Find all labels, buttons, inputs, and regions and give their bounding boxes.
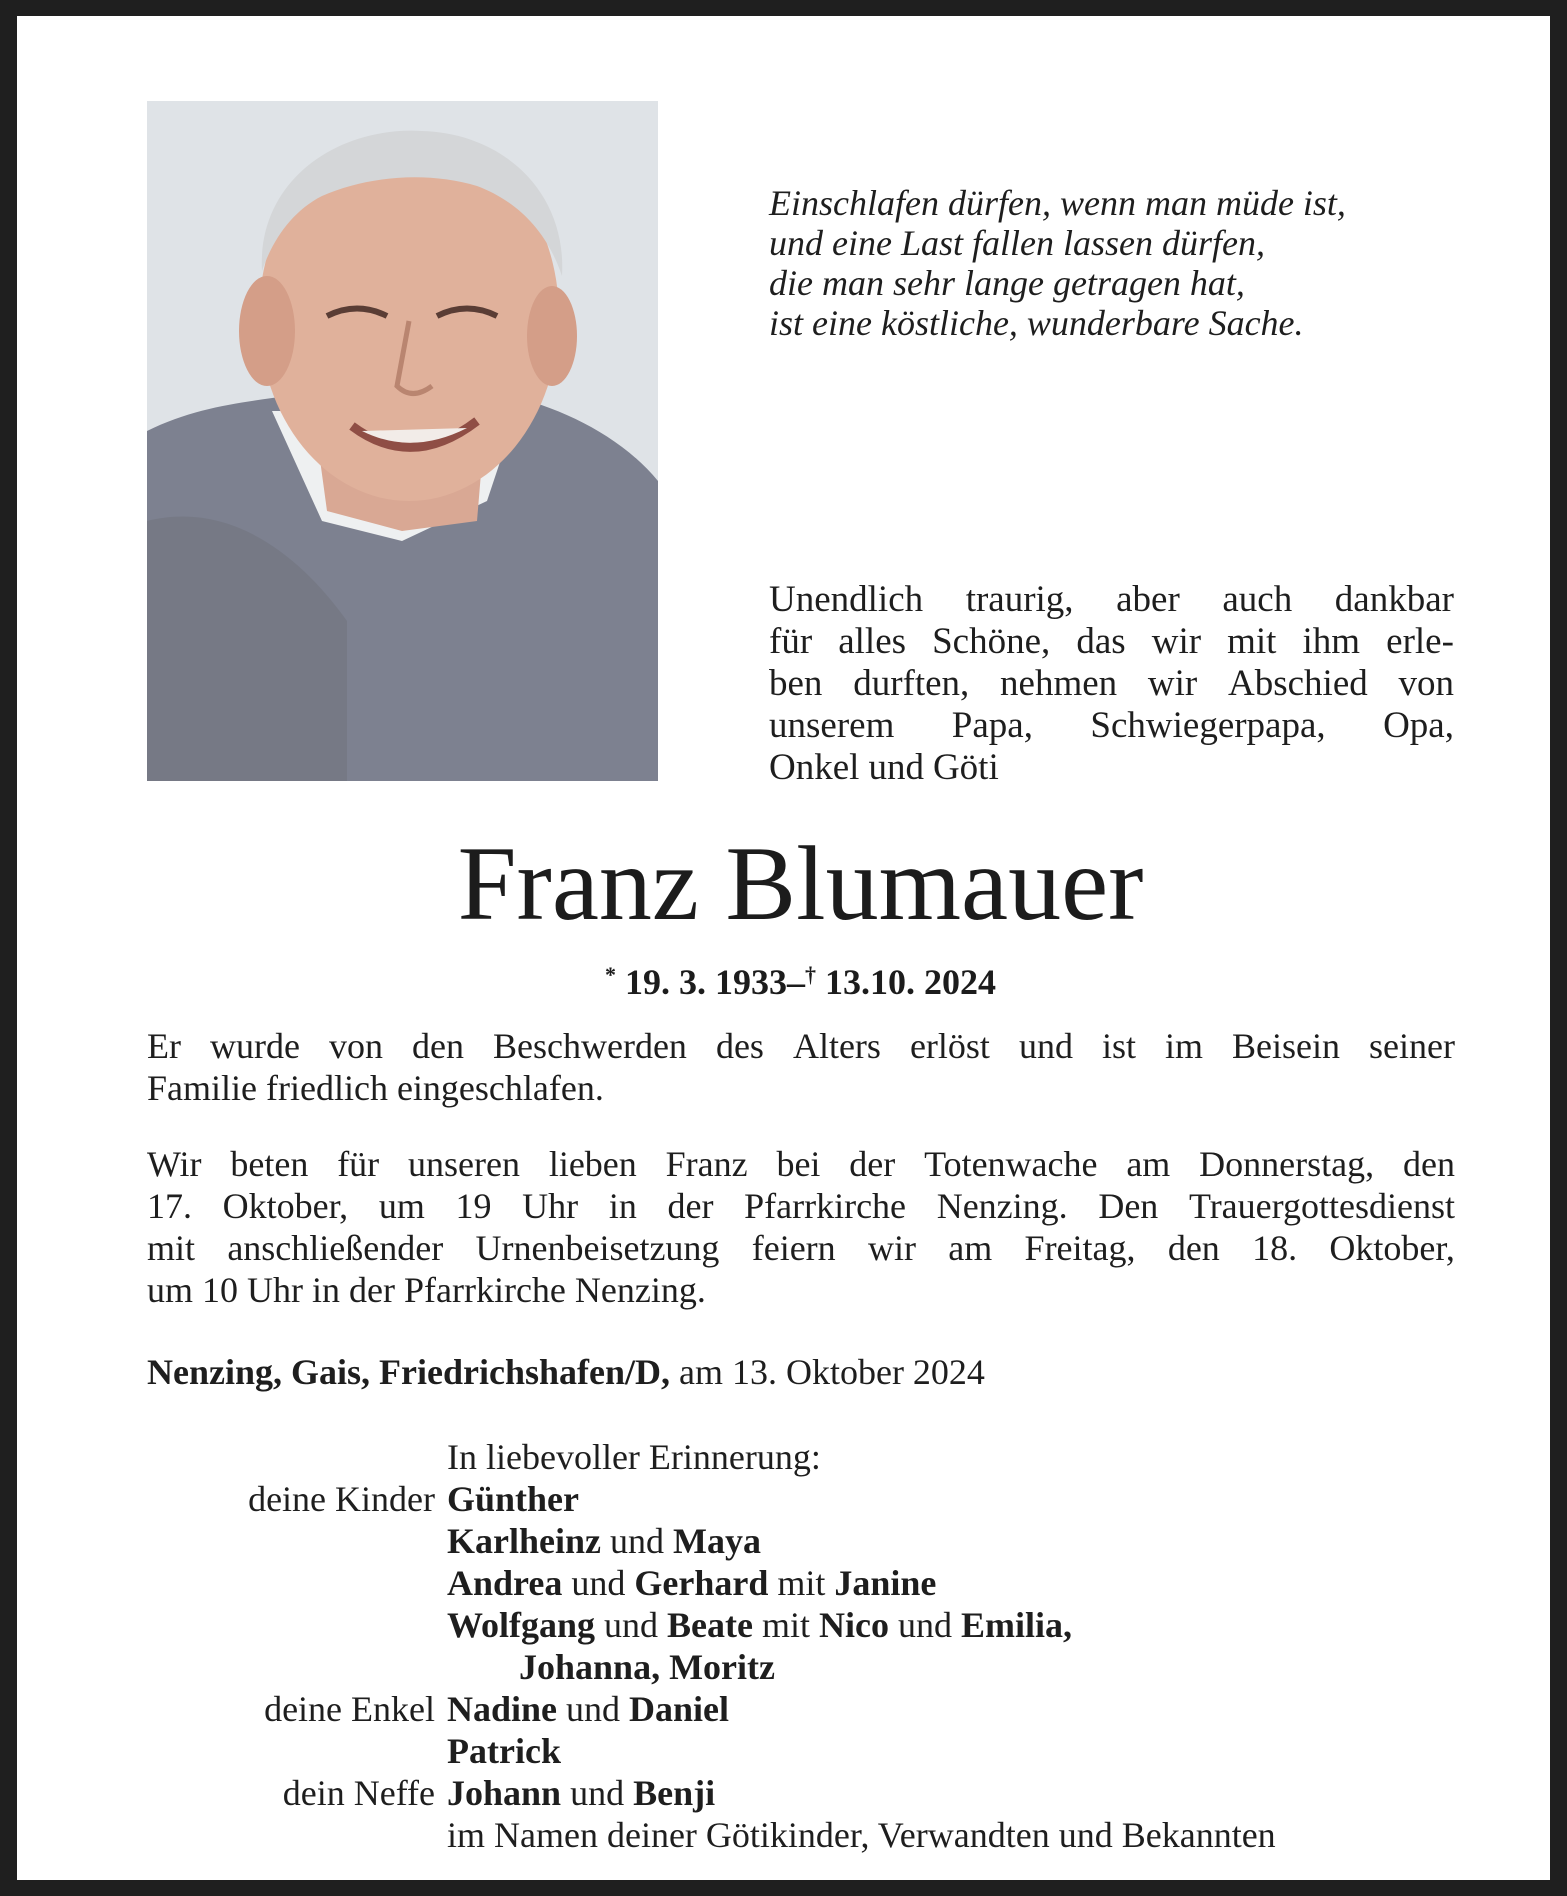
memorial-quote: [769, 183, 1469, 343]
word: von: [328, 1026, 383, 1066]
family-names: [447, 1646, 775, 1688]
word: um: [378, 1186, 425, 1226]
place-date: am 13. Oktober 2024: [678, 1352, 985, 1392]
family-row: [147, 1478, 1457, 1520]
family-row: [147, 1730, 1457, 1772]
family-names: [447, 1478, 579, 1520]
word: 18.: [1252, 1228, 1298, 1268]
family-relation-label: [147, 1520, 447, 1562]
family-relation-label: [147, 1646, 447, 1688]
word: Wir: [147, 1144, 202, 1184]
word: für: [337, 1144, 380, 1184]
intro-line: [769, 705, 1454, 747]
word: den: [1402, 1144, 1455, 1184]
birth-date: 19. 3. 1933: [625, 962, 787, 1002]
farewell-intro: [769, 579, 1454, 789]
family-member-name: Johann: [447, 1773, 562, 1813]
portrait-photo-icon: [147, 101, 658, 781]
intro-line: [769, 663, 1454, 705]
paragraph-line: [147, 1227, 1455, 1269]
word: am: [948, 1228, 993, 1268]
word: im: [1165, 1026, 1204, 1066]
intro-line: [769, 747, 1454, 789]
date-dash: –: [787, 962, 805, 1002]
word: der: [349, 1270, 395, 1310]
paragraph-services: [147, 1143, 1455, 1311]
word: traurig,: [965, 579, 1074, 620]
word: das: [1076, 621, 1126, 662]
family-connector: und: [889, 1605, 961, 1645]
paragraph-line: [147, 1185, 1455, 1227]
family-connector: und: [562, 1563, 635, 1603]
word: Alters: [792, 1026, 881, 1066]
word: Schwiegerpapa,: [1090, 705, 1326, 746]
word: bei: [776, 1144, 821, 1184]
word: Trauergottesdienst: [1188, 1186, 1455, 1226]
family-member-name: Beate: [667, 1605, 753, 1645]
family-relation-label: [147, 1604, 447, 1646]
word: und: [1018, 1026, 1073, 1066]
word: Freitag,: [1024, 1228, 1136, 1268]
word: erlöst: [909, 1026, 990, 1066]
word: dankbar: [1334, 579, 1454, 620]
word: Opa,: [1383, 705, 1454, 746]
word: wir: [867, 1228, 916, 1268]
paragraph-line: [147, 1067, 1455, 1109]
word: seiner: [1369, 1026, 1455, 1066]
word: mit: [1227, 621, 1277, 662]
word: friedlich: [266, 1068, 388, 1108]
family-row: [147, 1688, 1457, 1730]
word: nehmen: [1000, 663, 1118, 704]
family-member-name: Nico: [819, 1605, 889, 1645]
word: am: [1126, 1144, 1171, 1184]
family-label: [147, 1436, 447, 1478]
word: Beschwerden: [493, 1026, 687, 1066]
family-member-name: Patrick: [447, 1731, 561, 1771]
family-intro: In liebevoller Erinnerung:: [447, 1437, 821, 1477]
word: Beisein: [1232, 1026, 1341, 1066]
family-connector: mit: [768, 1563, 835, 1603]
word: Abschied: [1228, 663, 1368, 704]
family-row: [147, 1772, 1457, 1814]
word: erle-: [1386, 621, 1454, 662]
word: Göti: [932, 747, 999, 788]
word: wurde: [210, 1026, 300, 1066]
family-intro-row: [147, 1436, 1457, 1478]
family-names: [447, 1688, 729, 1730]
family-connector: und: [600, 1521, 673, 1561]
family-member-name: Nadine: [447, 1689, 558, 1729]
family-names: [447, 1562, 936, 1604]
family-names: [447, 1604, 1072, 1646]
word: Uhr: [247, 1270, 304, 1310]
family-member-name: Daniel: [629, 1689, 730, 1729]
family-member-name: Johanna, Moritz: [519, 1647, 775, 1687]
family-connector: und: [561, 1773, 634, 1813]
family-names: [447, 1814, 1276, 1856]
word: Familie: [147, 1068, 257, 1108]
word: aber: [1116, 579, 1180, 620]
word: für: [769, 621, 813, 662]
word: unserem: [769, 705, 895, 746]
word: Pfarrkirche: [744, 1186, 907, 1226]
family-relation-label: deine Enkel: [264, 1689, 435, 1729]
family-member-name: Karlheinz: [447, 1521, 601, 1561]
word: unseren: [408, 1144, 520, 1184]
quote-line: Einschlafen dürfen, wenn man müde ist,: [769, 183, 1346, 223]
word: Oktober,: [1329, 1228, 1455, 1268]
word: um: [147, 1270, 194, 1310]
word: anschließender: [227, 1228, 444, 1268]
word: der: [849, 1144, 896, 1184]
word: 17.: [147, 1186, 192, 1226]
family-member-name: Andrea: [447, 1563, 563, 1603]
life-dates: [17, 953, 1567, 1004]
family-connector: mit: [753, 1605, 820, 1645]
family-row: [147, 1646, 1457, 1688]
paragraph-passing: [147, 1025, 1455, 1109]
paragraph-line: [147, 1143, 1455, 1185]
word: wir: [1151, 621, 1202, 662]
family-relation-label: [147, 1562, 447, 1604]
word: lieben: [548, 1144, 637, 1184]
word: den: [412, 1026, 464, 1066]
word: Unendlich: [769, 579, 924, 620]
word: Totenwache: [924, 1144, 1098, 1184]
family-row: [147, 1520, 1457, 1562]
family-row: [147, 1604, 1457, 1646]
word: des: [715, 1026, 764, 1066]
word: Schöne,: [932, 621, 1051, 662]
word: von: [1398, 663, 1454, 704]
family-member-name: Günther: [447, 1479, 580, 1519]
death-date: 13.10. 2024: [825, 962, 996, 1002]
family-member-name: Maya: [672, 1521, 761, 1561]
word: feiern: [751, 1228, 836, 1268]
word: 19: [455, 1186, 492, 1226]
family-names: [447, 1730, 561, 1772]
word: wir: [1147, 663, 1198, 704]
word: mit: [147, 1228, 196, 1268]
quote-line: die man sehr lange getragen hat,: [769, 263, 1245, 303]
word: alles: [838, 621, 907, 662]
family-relation-label: [147, 1814, 447, 1856]
word: den: [1167, 1228, 1220, 1268]
word: eingeschlafen.: [396, 1068, 604, 1108]
family-member-name: Gerhard: [634, 1563, 769, 1603]
deceased-name: Franz Blumauer: [457, 825, 1144, 942]
word: der: [667, 1186, 714, 1226]
family-names: [447, 1520, 761, 1562]
word: ihm: [1302, 621, 1361, 662]
word: ben: [769, 663, 823, 704]
word: ist: [1101, 1026, 1136, 1066]
birth-mark: *: [605, 962, 616, 987]
word: Uhr: [522, 1186, 579, 1226]
word: beten: [230, 1144, 309, 1184]
paragraph-line: [147, 1269, 1455, 1311]
intro-line: [769, 579, 1454, 621]
portrait-photo: [147, 101, 658, 781]
word: Pfarrkirche: [404, 1270, 566, 1310]
intro-line: [769, 621, 1454, 663]
paragraph-line: [147, 1025, 1455, 1067]
word: durften,: [853, 663, 970, 704]
family-relation-label: dein Neffe: [282, 1773, 435, 1813]
word: Papa,: [951, 705, 1033, 746]
word: Donnerstag,: [1199, 1144, 1375, 1184]
word: auch: [1222, 579, 1293, 620]
word: Onkel: [769, 747, 860, 788]
word: Oktober,: [222, 1186, 349, 1226]
family-relation-label: deine Kinder: [248, 1479, 435, 1519]
family-row: [147, 1562, 1457, 1604]
word: Den: [1098, 1186, 1159, 1226]
quote-line: ist eine köstliche, wunderbare Sache.: [769, 303, 1304, 343]
word: Nenzing.: [574, 1270, 706, 1310]
word: 10: [202, 1270, 239, 1310]
family-connector: und: [557, 1689, 630, 1729]
quote-line: und eine Last fallen lassen dürfen,: [769, 223, 1265, 263]
family-member-name: Emilia,: [961, 1605, 1073, 1645]
word: und: [868, 747, 924, 788]
family-member-name: Janine: [834, 1563, 937, 1603]
word: Urnenbeisetzung: [475, 1228, 720, 1268]
place-locations: Nenzing, Gais, Friedrichshafen/D,: [147, 1352, 670, 1392]
family-row: [147, 1814, 1457, 1856]
family-names: [447, 1772, 715, 1814]
family-list: [147, 1436, 1457, 1856]
place-date-line: [147, 1351, 985, 1393]
family-relation-label: [147, 1730, 447, 1772]
word: in: [608, 1186, 637, 1226]
word: Nenzing.: [936, 1186, 1068, 1226]
family-member-name: Benji: [633, 1773, 716, 1813]
family-connector: im Namen deiner Götikinder, Verwandten und Bekannten: [447, 1815, 1276, 1855]
word: Er: [147, 1026, 181, 1066]
family-member-name: Wolfgang: [447, 1605, 596, 1645]
family-rows: [147, 1478, 1457, 1856]
family-connector: und: [595, 1605, 668, 1645]
word: in: [312, 1270, 341, 1310]
death-mark: †: [805, 962, 816, 987]
word: Franz: [665, 1144, 748, 1184]
